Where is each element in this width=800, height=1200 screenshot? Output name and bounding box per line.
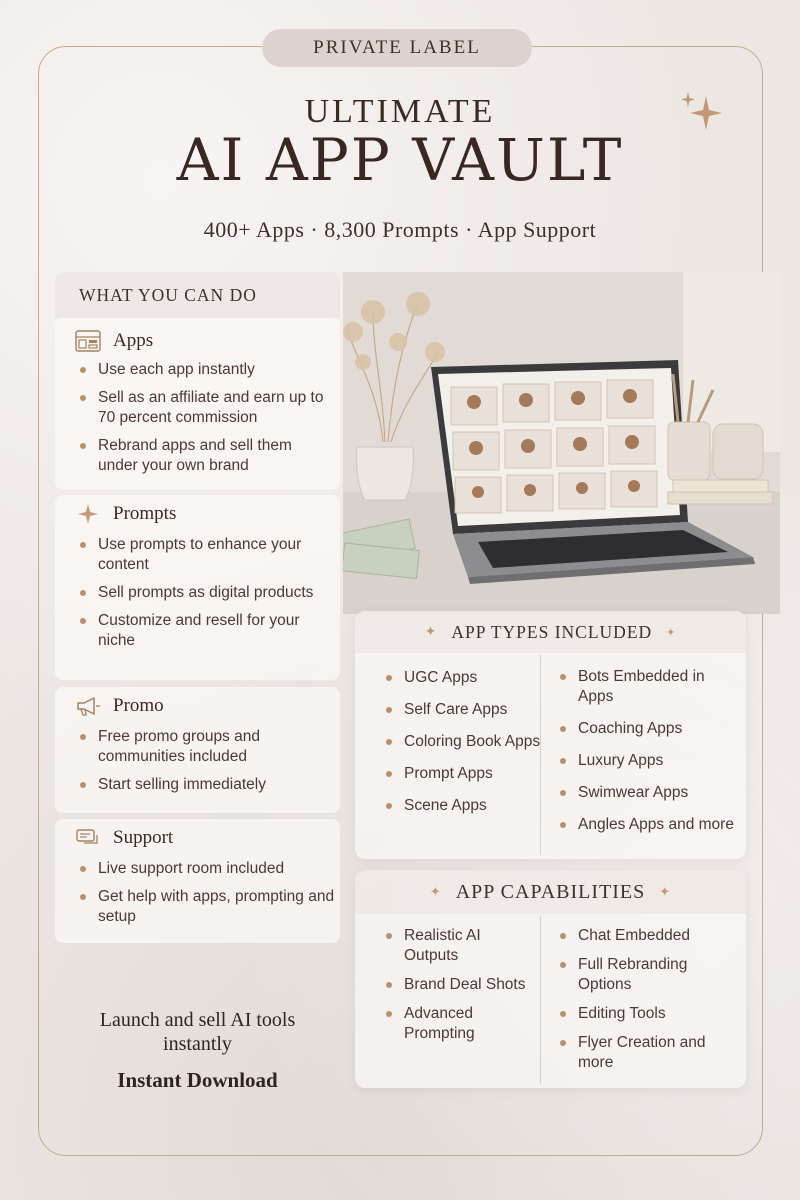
list-item: UGC Apps — [383, 668, 543, 688]
list-item: Self Care Apps — [383, 700, 543, 720]
app-types-list-right — [557, 667, 737, 847]
capabilities-heading: APP CAPABILITIES — [455, 880, 646, 903]
list-item: Prompt Apps — [383, 764, 543, 784]
list-item: Angles Apps and more — [557, 815, 737, 835]
capabilities-list-right — [557, 926, 739, 1082]
instant-download-label: Instant Download — [117, 1068, 278, 1092]
list-item: Advanced Prompting — [383, 1004, 533, 1044]
list-item: Swimwear Apps — [557, 783, 737, 803]
list-item: Flyer Creation and more — [557, 1033, 739, 1073]
capabilities-panel — [355, 870, 746, 1088]
sparkle-icon: ✦ — [429, 884, 442, 899]
list-item: Live support room included — [77, 859, 335, 879]
list-item: Luxury Apps — [557, 751, 737, 771]
megaphone-icon — [75, 695, 101, 717]
app-types-list-left — [383, 668, 543, 828]
apps-list — [77, 360, 335, 484]
prompts-section — [55, 495, 340, 680]
laptop-photo — [343, 272, 780, 614]
support-list — [77, 859, 335, 935]
list-item: Customize and resell for your niche — [77, 611, 335, 651]
capabilities-list-left — [383, 926, 533, 1053]
list-item: Use prompts to enhance your content — [77, 535, 335, 575]
list-item: Scene Apps — [383, 796, 543, 816]
sparkle-icon: ✦ — [666, 626, 677, 639]
list-item: Free promo groups and communities included — [77, 727, 335, 767]
support-section-title: Support — [113, 827, 174, 848]
chat-icon — [75, 827, 101, 849]
list-item: Sell prompts as digital products — [77, 583, 335, 603]
what-you-can-do-heading: WHAT YOU CAN DO — [55, 272, 340, 318]
tagline: Launch and sell AI tools instantly — [99, 1009, 296, 1055]
prompts-section-title: Prompts — [113, 503, 177, 524]
list-item: Coloring Book Apps — [383, 732, 543, 752]
sparkle-icon — [676, 88, 726, 138]
promo-section — [55, 687, 340, 813]
apps-section-title: Apps — [113, 330, 154, 351]
list-item: Chat Embedded — [557, 926, 739, 946]
list-item: Coaching Apps — [557, 719, 737, 739]
list-item: Bots Embedded in Apps — [557, 667, 737, 707]
list-item: Realistic AI Outputs — [383, 926, 533, 966]
app-types-heading: APP TYPES INCLUDED — [451, 621, 653, 642]
page-title: AI APP VAULT — [176, 126, 624, 194]
laptop-scene-illustration — [343, 272, 780, 614]
apps-section — [55, 318, 340, 490]
list-item: Get help with apps, prompting and setup — [77, 887, 335, 927]
list-item: Start selling immediately — [77, 775, 335, 795]
sparkle-icon — [75, 503, 101, 525]
app-types-panel — [355, 611, 746, 859]
subtitle: 400+ Apps · 8,300 Prompts · App Support — [203, 217, 597, 242]
sparkle-icon: ✦ — [424, 624, 438, 640]
column-divider — [540, 916, 541, 1084]
app-grid-icon — [75, 330, 101, 352]
list-item: Sell as an affiliate and earn up to 70 percent commission — [77, 388, 335, 428]
list-item: Rebrand apps and sell them under your own brand — [77, 436, 335, 476]
list-item: Full Rebranding Options — [557, 955, 739, 995]
promo-list — [77, 727, 335, 803]
promo-section-title: Promo — [113, 695, 164, 716]
prompts-list — [77, 535, 335, 659]
list-item: Use each app instantly — [77, 360, 335, 380]
list-item: Editing Tools — [557, 1004, 739, 1024]
support-section — [55, 819, 340, 943]
private-label-badge: PRIVATE LABEL — [262, 29, 532, 67]
sparkle-icon: ✦ — [659, 884, 672, 899]
list-item: Brand Deal Shots — [383, 975, 533, 995]
title-ultimate: ULTIMATE — [304, 93, 496, 130]
